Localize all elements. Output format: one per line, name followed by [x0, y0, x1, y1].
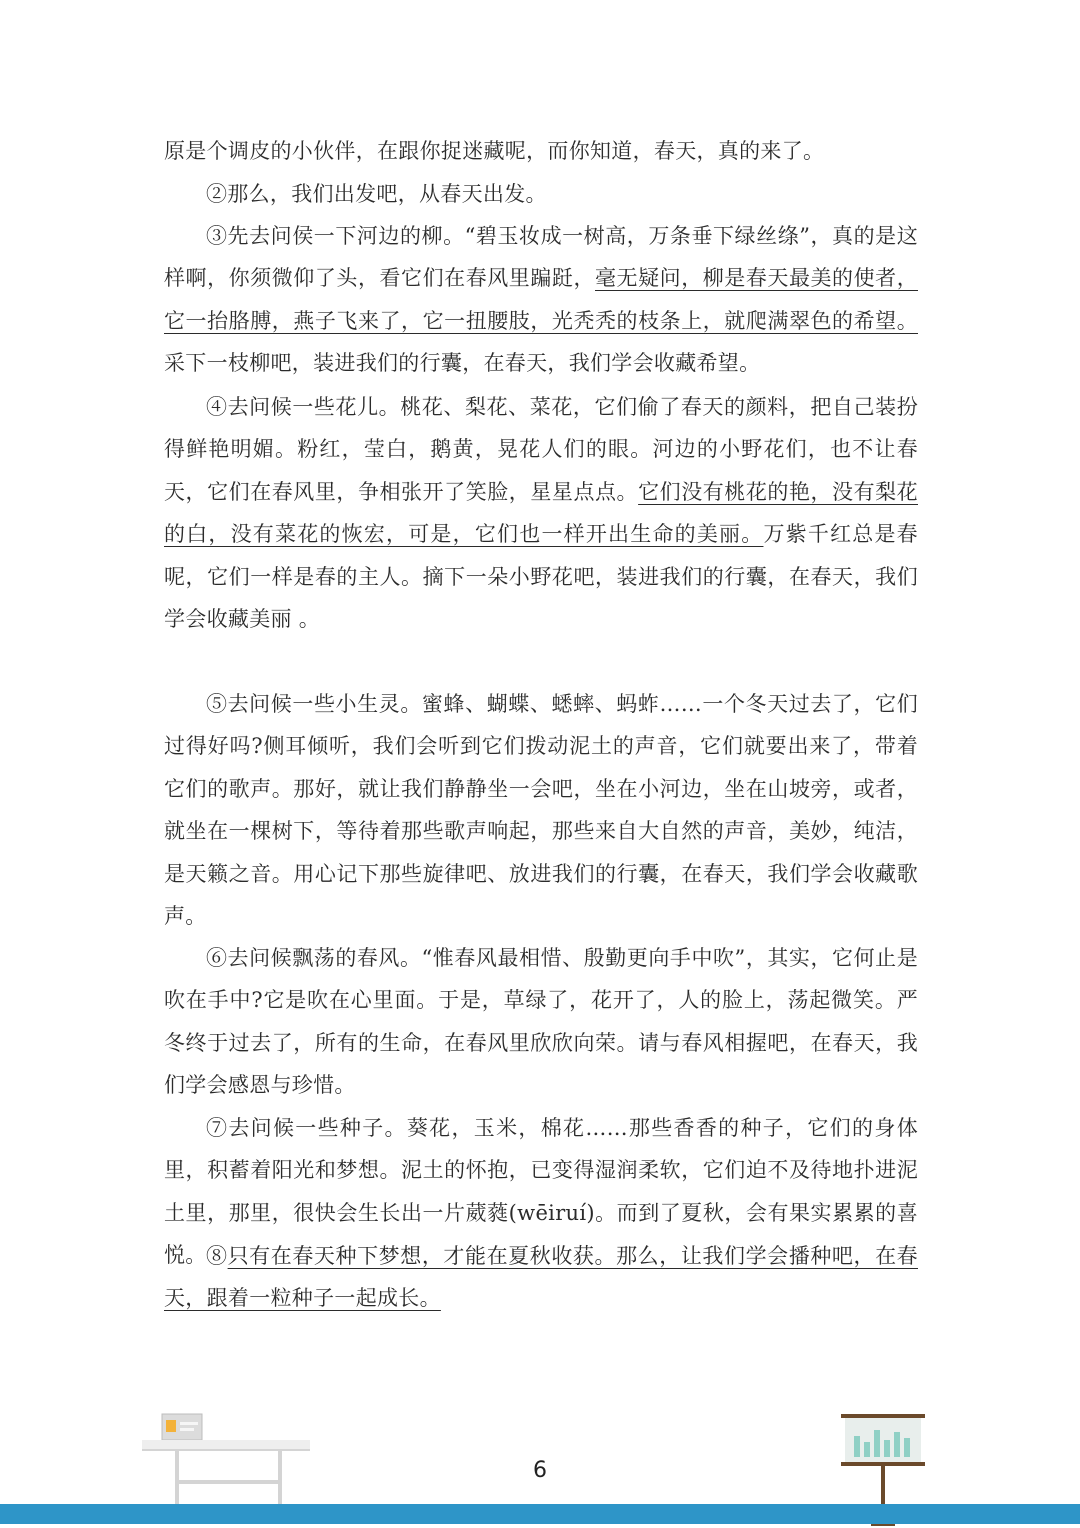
paragraph-3-text: ③先去问侯一下河边的柳。“碧玉妆成一树高，万条垂下绿丝绦”，真的是这样啊，你须微仰了头，看它们在春风里蹁跹，: [164, 224, 918, 291]
paragraph-2-text: ②那么，我们出发吧，从春天出发。: [206, 182, 547, 206]
paragraph-1-text: 原是个调皮的小伙伴，在跟你捉迷藏呢，而你知道，春天，真的来了。: [164, 139, 825, 163]
paragraph-6: [164, 937, 918, 1107]
paragraph-3: [164, 215, 918, 385]
footer-floor-band: [0, 1504, 1080, 1524]
paragraph-2: [164, 173, 918, 215]
paragraph-8: [164, 1235, 918, 1320]
paragraph-5-text: ⑤去问候一些小生灵。蜜蜂、蝴蝶、蟋蟀、蚂蚱……一个冬天过去了，它们过得好吗?侧耳倾听，我们会听到它们拨动泥土的声音，它们就要出来了，带着它们的歌声。那好，就让我们静静坐一会吧，坐在小河边，坐在山坡旁，或者，就坐在一棵树下，等待着那些歌声响起，那些来自大自然的声音，美妙，纯洁，是天籁之音。用心记下那些旋律吧、放进我们的行囊，在春天，我们学会收藏歌声。: [164, 692, 918, 929]
paragraph-3-underlined: 毫无疑问，柳是春天最美的使者，它一抬胳膊，燕子飞来了，它一扭腰肢，光秃秃的枝条上，就爬满翠色的希望。: [164, 266, 918, 333]
paragraph-7-text: ⑦去问候一些种子。葵花，玉米，棉花……那些香香的种子，它们的身体里，积蓄着阳光和梦想。泥土的怀抱，已变得湿润柔软，它们迫不及待地扑进泥土里，那里，很快会生长出一片葳蕤(wēiruí)。而到了夏秋，会有果实累累的喜悦。: [164, 1116, 918, 1268]
paragraph-1: [164, 130, 918, 172]
paragraph-8-number: ⑧: [206, 1244, 228, 1268]
paragraph-4-text: ④去问候一些花儿。桃花、梨花、菜花，它们偷了春天的颜料，把自己装扮得鲜艳明媚。粉红，莹白，鹅黄，晃花人们的眼。河边的小野花们，也不让春天，它们在春风里，争相张开了笑脸，星星点点。: [164, 395, 918, 504]
paragraph-3-tail: 采下一枝柳吧，装进我们的行囊，在春天，我们学会收藏希望。: [164, 351, 761, 376]
paragraph-5: [164, 683, 918, 937]
paragraph-6-text: ⑥去问候飘荡的春风。“惟春风最相惜、殷勤更向手中吹”，其实，它何止是吹在手中?它是吹在心里面。于是，草绿了，花开了，人的脸上，荡起微笑。严冬终于过去了，所有的生命，在春风里欣欣向荣。请与春风相握吧，在春天，我们学会感恩与珍惜。: [164, 946, 918, 1098]
paragraph-4: [164, 386, 918, 640]
paragraph-8-underlined: 只有在春天种下梦想，才能在夏秋收获。那么，让我们学会播种吧，在春天，跟着一粒种子一起成长。: [164, 1244, 918, 1311]
paragraph-4-tail: 万紫千红总是春呢，它们一样是春的主人。摘下一朵小野花吧，装进我们的行囊，在春天，我们学会收藏美丽 。: [164, 522, 918, 632]
paragraph-4-underlined: 它们没有桃花的艳，没有梨花的白，没有菜花的恢宏，可是，它们也一样开出生命的美丽。: [164, 479, 918, 547]
page-number: 6: [533, 1458, 547, 1483]
